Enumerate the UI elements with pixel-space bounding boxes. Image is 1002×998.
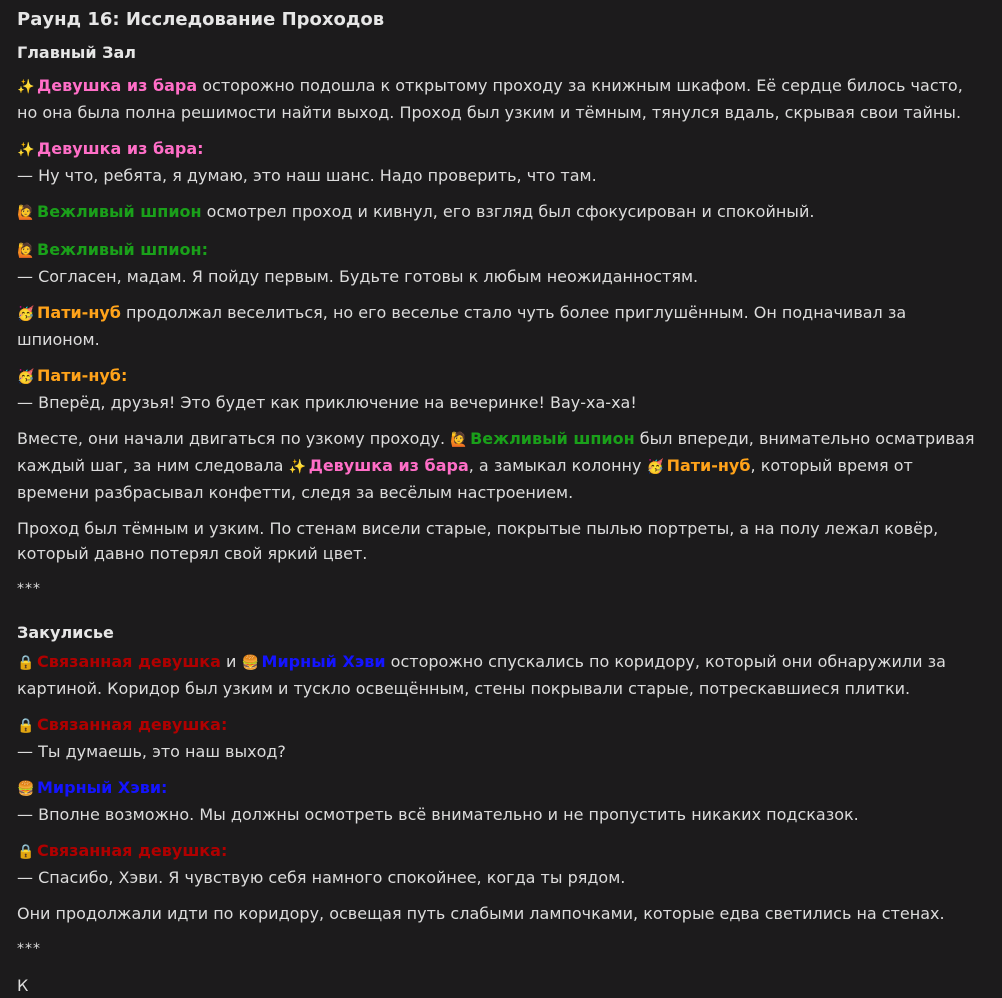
character-hevi: Мирный Хэви xyxy=(261,652,386,671)
speaker-line xyxy=(17,237,987,264)
separator: *** xyxy=(17,941,41,957)
character-spy: Вежливый шпион xyxy=(37,202,202,221)
character-bound-girl: Связанная девушка xyxy=(37,652,221,671)
character-bar-girl: Девушка из бара xyxy=(308,456,469,475)
sparkles-icon: ✨ xyxy=(17,79,35,95)
speaker-line xyxy=(17,838,987,865)
paragraph: 🙋 Вежливый шпион осмотрел проход и кивнул, его взгляд был сфокусирован и спокойный. xyxy=(17,199,987,226)
speaker-bound-girl: Связанная девушка: xyxy=(37,841,228,860)
party-face-icon: 🥳 xyxy=(17,306,35,322)
sparkles-icon: ✨ xyxy=(288,459,307,475)
character-bar-girl: Девушка из бара xyxy=(37,76,198,95)
paragraph: ✨ Девушка из бара осторожно подошла к открытому проходу за книжным шкафом. Её сердце билось часто, но она была полна решимости найти выход. Проход был узким и тёмным, тянулся вдаль, скрывая свои тайны. xyxy=(17,76,963,122)
dialogue-line: — Вперёд, друзья! Это будет как приключение на вечеринке! Вау-ха-ха! xyxy=(17,393,637,412)
sparkles-icon: ✨ xyxy=(17,142,35,158)
speaker-line xyxy=(17,136,987,163)
speaker-spy: Вежливый шпион: xyxy=(37,240,208,259)
partial-text: К xyxy=(17,976,29,995)
dialogue-line: — Согласен, мадам. Я пойду первым. Будьте готовы к любым неожиданностям. xyxy=(17,267,699,286)
paragraph: Проход был тёмным и узким. По стенам висели старые, покрытые пылью портреты, а на полу лежал ковёр, который давно потерял свой яркий цвет. xyxy=(17,519,939,563)
party-face-icon: 🥳 xyxy=(646,459,664,475)
burger-icon: 🍔 xyxy=(17,781,35,797)
person-raising-hand-icon: 🙋 xyxy=(450,432,468,448)
speaker-hevi: Мирный Хэви: xyxy=(37,778,168,797)
paragraph: 🔒 Связанная девушка и 🍔 Мирный Хэви осторожно спускались по коридору, который они обнаружили за картиной. Коридор был узким и тускло освещённым, стены покрывали старые, потрескавшиеся плитки. xyxy=(17,652,946,698)
speaker-line xyxy=(17,775,987,802)
party-face-icon: 🥳 xyxy=(17,369,35,385)
character-party-noob: Пати-нуб xyxy=(666,456,751,475)
speaker-bar-girl: Девушка из бара: xyxy=(37,139,204,158)
character-party-noob: Пати-нуб xyxy=(37,303,121,322)
lock-icon: 🔒 xyxy=(17,655,35,671)
paragraph: 🥳 Пати-нуб продолжал веселиться, но его веселье стало чуть более приглушённым. Он подначивал за шпионом. xyxy=(17,303,907,349)
dialogue-line: — Ну что, ребята, я думаю, это наш шанс. Надо проверить, что там. xyxy=(17,166,597,185)
speaker-party-noob: Пати-нуб: xyxy=(37,366,128,385)
scrollbar[interactable] xyxy=(992,0,1000,973)
dialogue-line: — Ты думаешь, это наш выход? xyxy=(17,742,286,761)
dialogue-line: — Спасибо, Хэви. Я чувствую себя намного спокойнее, когда ты рядом. xyxy=(17,868,626,887)
paragraph: Они продолжали идти по коридору, освещая путь слабыми лампочками, которые едва светились на стенах. xyxy=(17,904,945,923)
paragraph: Вместе, они начали двигаться по узкому проходу. 🙋 Вежливый шпион был впереди, внимательно осматривая каждый шаг, за ним следовала ✨ Девушка из бара, а замыкал колонну 🥳 Пати-нуб, который время от времени разбрасывал конфетти, следя за весёлым настроением. xyxy=(17,429,975,502)
person-raising-hand-icon: 🙋 xyxy=(17,205,35,221)
speaker-line xyxy=(17,363,987,390)
burger-icon: 🍔 xyxy=(241,655,259,671)
round-title: Раунд 16: Исследование Проходов xyxy=(17,9,385,30)
dialogue-line: — Вполне возможно. Мы должны осмотреть всё внимательно и не пропустить никаких подсказок. xyxy=(17,805,859,824)
section-backstage: Закулисье xyxy=(17,623,114,642)
character-spy: Вежливый шпион xyxy=(470,429,635,448)
speaker-bound-girl: Связанная девушка: xyxy=(37,715,228,734)
person-raising-hand-icon: 🙋 xyxy=(17,243,35,259)
separator: *** xyxy=(17,581,41,597)
lock-icon: 🔒 xyxy=(17,844,35,860)
section-main-hall: Главный Зал xyxy=(17,43,137,62)
lock-icon: 🔒 xyxy=(17,718,35,734)
speaker-line xyxy=(17,712,987,739)
story-content xyxy=(17,0,987,998)
